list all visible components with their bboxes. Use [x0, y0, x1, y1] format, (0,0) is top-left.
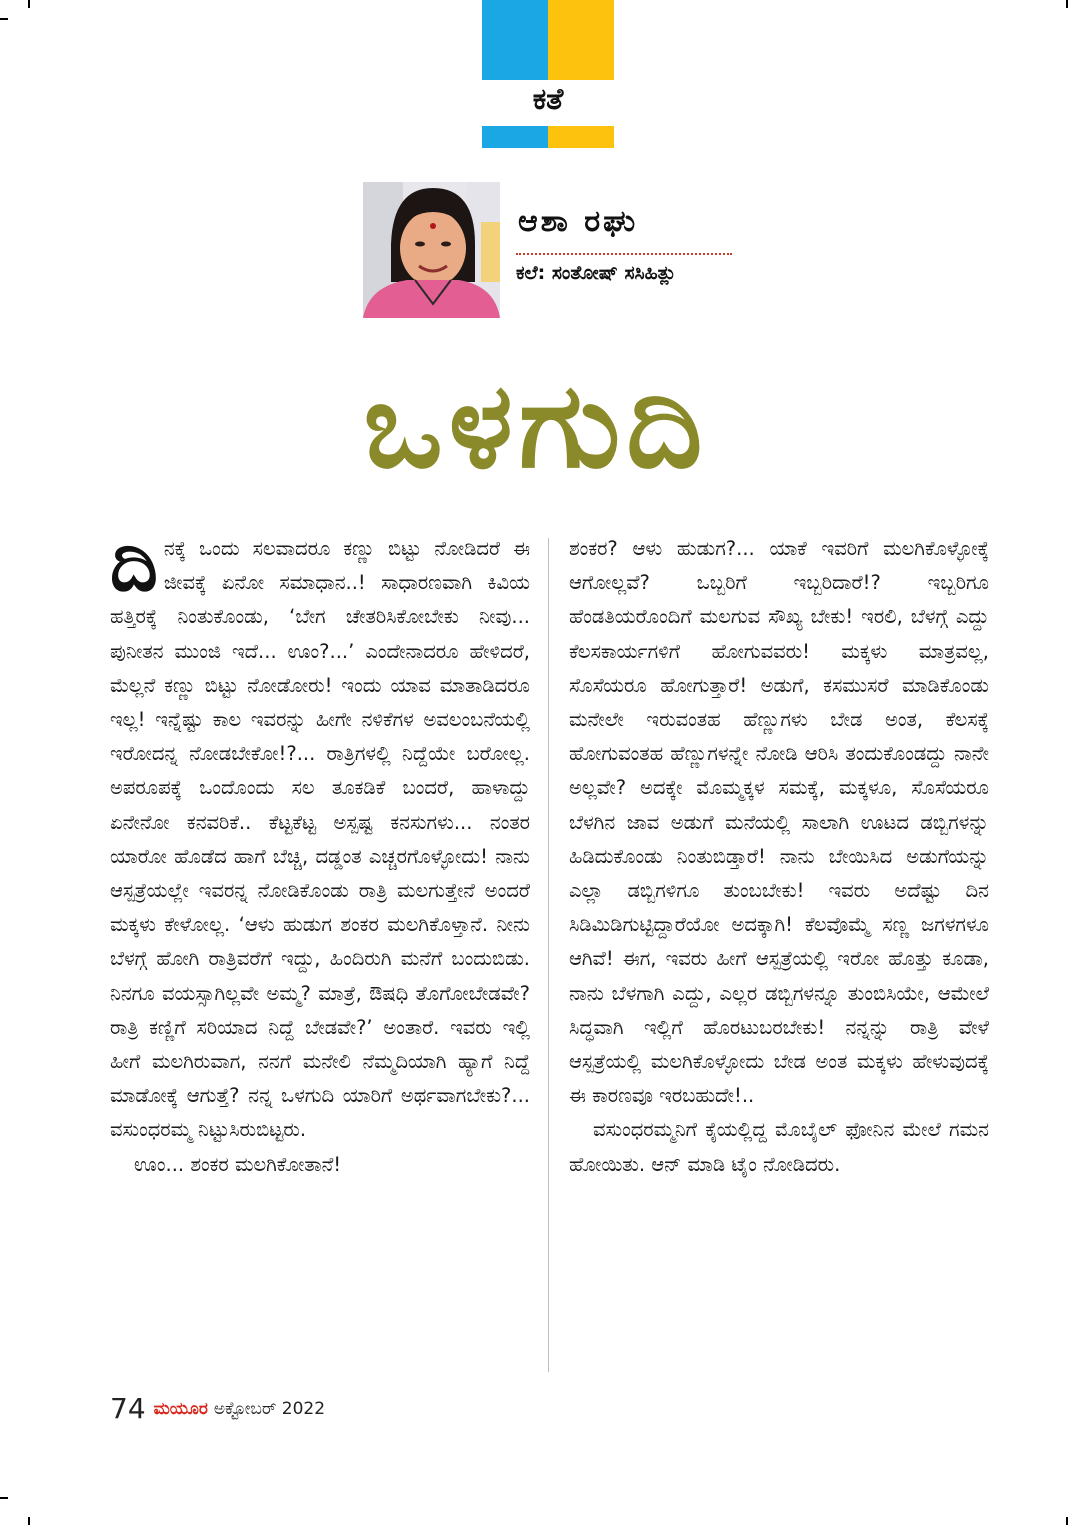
author-name: ಆಶಾ ರಘು — [518, 204, 639, 239]
illustrator-credit: ಕಲೆ: ಸಂತೋಷ್ ಸಸಿಹಿತ್ಲು — [516, 262, 677, 284]
crop-mark-bottom-right — [1066, 1517, 1068, 1525]
issue-date: ಅಕ್ಟೋಬರ್ 2022 — [213, 1398, 326, 1419]
section-tag-yellow-block — [548, 0, 614, 80]
column-divider — [548, 538, 549, 1372]
paragraph-1 — [110, 522, 530, 1148]
crop-mark-top-right — [1066, 0, 1068, 8]
crop-mark-left-upper — [0, 18, 8, 20]
magazine-logo: ಮಯೂರ — [153, 1398, 208, 1419]
section-tag-blue-bar — [482, 126, 548, 148]
author-divider — [516, 253, 732, 255]
section-tag-yellow-bar — [548, 126, 614, 148]
section-tag — [482, 0, 614, 148]
crop-mark-bottom-left — [28, 1517, 30, 1525]
paragraph-2: ಊಂ... ಶಂಕರ ಮಲಗಿಕೋತಾನೆ! — [134, 1152, 342, 1176]
section-label: ಕತೆ — [532, 82, 564, 117]
drop-cap: ದಿ — [110, 522, 158, 608]
author-photo — [363, 182, 500, 318]
story-column-right — [569, 532, 989, 1182]
story-column-left — [110, 522, 530, 1182]
paragraph-3: ಶಂಕರ? ಆಳು ಹುಡುಗ?... ಯಾಕೆ ಇವರಿಗೆ ಮಲಗಿಕೊಳ್ಳೋಕ್ಕೆ ಆಗೋಲ್ಲವೆ? ಒಬ್ಬರಿಗೆ ಇಬ್ಬರಿದಾರೆ!? ಇಬ್ಬರಿಗೂ ಹೆಂಡತಿಯರೊಂದಿಗೆ ಮಲಗುವ ಸೌಖ್ಯ ಬೇಕು! ಇರಲಿ, ಬೆಳಗ್ಗೆ ಎದ್ದು ಕೆಲಸಕಾರ್ಯಗಳಿಗೆ ಹೋಗುವವರು! ಮಕ್ಕಳು ಮಾತ್ರವಲ್ಲ, ಸೊಸೆಯರೂ ಹೋಗುತ್ತಾರೆ! ಅಡುಗೆ, ಕಸಮುಸರೆ ಮಾಡಿಕೊಂಡು ಮನೇಲೇ ಇರುವಂತಹ ಹೆಣ್ಣುಗಳು ಬೇಡ ಅಂತ, ಕೆಲಸಕ್ಕೆ ಹೋಗುವಂತಹ ಹೆಣ್ಣುಗಳನ್ನೇ ನೋಡಿ ಆರಿಸಿ ತಂದುಕೊಂಡದ್ದು ನಾನೇ ಅಲ್ಲವೇ? ಅದಕ್ಕೇ ಮೊಮ್ಮಕ್ಕಳ ಸಮಕ್ಕೆ, ಮಕ್ಕಳೂ, ಸೊಸೆಯರೂ ಬೆಳಗಿನ ಜಾವ ಅಡುಗೆ ಮನೆಯಲ್ಲಿ ಸಾಲಾಗಿ ಊಟದ ಡಬ್ಬಿಗಳನ್ನು ಹಿಡಿದುಕೊಂಡು ನಿಂತುಬಿಡ್ತಾರೆ! ನಾನು ಬೇಯಿಸಿದ ಅಡುಗೆಯನ್ನು ಎಲ್ಲಾ ಡಬ್ಬಿಗಳಿಗೂ ತುಂಬಬೇಕು! ಇವರು ಅದೆಷ್ಟು ದಿನ ಸಿಡಿಮಿಡಿಗುಟ್ಟಿದ್ದಾರೆಯೋ ಅದಕ್ಕಾಗಿ! ಕೆಲವೊಮ್ಮೆ ಸಣ್ಣ ಜಗಳಗಳೂ ಆಗಿವೆ! ಈಗ, ಇವರು ಹೀಗೆ ಆಸ್ಪತ್ರೆಯಲ್ಲಿ ಇರೋ ಹೊತ್ತು ಕೂಡಾ, ನಾನು ಬೆಳಗಾಗಿ ಎದ್ದು, ಎಲ್ಲರ ಡಬ್ಬಿಗಳನ್ನೂ ತುಂಬಿಸಿಯೇ, ಆಮೇಲೆ ಸಿದ್ಧವಾಗಿ ಇಲ್ಲಿಗೆ ಹೊರಟುಬರಬೇಕು! ನನ್ನನ್ನು ರಾತ್ರಿ ವೇಳೆ ಆಸ್ಪತ್ರೆಯಲ್ಲಿ ಮಲಗಿಕೊಳ್ಳೋದು ಬೇಡ ಅಂತ ಮಕ್ಕಳು ಹೇಳುವುದಕ್ಕೆ ಈ ಕಾರಣವೂ ಇರಬಹುದೇ!.. — [569, 537, 989, 1108]
author-portrait-illustration — [363, 182, 500, 318]
page-footer — [110, 1392, 325, 1425]
section-tag-blue-block — [482, 0, 548, 80]
crop-mark-left-lower — [0, 1497, 8, 1499]
crop-mark-top-left — [28, 0, 30, 8]
page-number: 74 — [110, 1392, 146, 1425]
paragraph-4: ವಸುಂಧರಮ್ಮನಿಗೆ ಕೈಯಲ್ಲಿದ್ದ ಮೊಬೈಲ್ ಫೋನಿನ ಮೇಲೆ ಗಮನ ಹೋಯಿತು. ಆನ್ ಮಾಡಿ ಟೈಂ ನೋಡಿದರು. — [569, 1118, 989, 1176]
story-title: ಒಳಗುದಿ — [363, 356, 709, 494]
paragraph-1-text: ನಕ್ಕೆ ಒಂದು ಸಲವಾದರೂ ಕಣ್ಣು ಬಿಟ್ಟು ನೋಡಿದರೆ ಈ ಜೀವಕ್ಕೆ ಏನೋ ಸಮಾಧಾನ..! ಸಾಧಾರಣವಾಗಿ ಕಿವಿಯ ಹತ್ತಿರಕ್ಕೆ ನಿಂತುಕೊಂಡು, ‘ಬೇಗ ಚೇತರಿಸಿಕೋಬೇಕು ನೀವು... ಪುನೀತನ ಮುಂಜಿ ಇದೆ... ಊಂ?...’ ಎಂದೇನಾದರೂ ಹೇಳಿದರೆ, ಮೆಲ್ಲನೆ ಕಣ್ಣು ಬಿಟ್ಟು ನೋಡೋರು! ಇಂದು ಯಾವ ಮಾತಾಡಿದರೂ ಇಲ್ಲ! ಇನ್ನೆಷ್ಟು ಕಾಲ ಇವರನ್ನು ಹೀಗೇ ನಳಿಕೆಗಳ ಅವಲಂಬನೆಯಲ್ಲಿ ಇರೋದನ್ನ ನೋಡಬೇಕೋ!?... ರಾತ್ರಿಗಳಲ್ಲಿ ನಿದ್ದೆಯೇ ಬರೋಲ್ಲ. ಅಪರೂಪಕ್ಕೆ ಒಂದೊಂದು ಸಲ ತೂಕಡಿಕೆ ಬಂದರೆ, ಹಾಳಾದ್ದು ಏನೇನೋ ಕನವರಿಕೆ.. ಕೆಟ್ಟಕೆಟ್ಟ ಅಸ್ಪಷ್ಟ ಕನಸುಗಳು... ನಂತರ ಯಾರೋ ಹೊಡೆದ ಹಾಗೆ ಬೆಚ್ಚಿ, ದಡ್ಡಂತ ಎಚ್ಚರಗೊಳ್ಳೋದು! ನಾನು ಆಸ್ಪತ್ರೆಯಲ್ಲೇ ಇವರನ್ನ ನೋಡಿಕೊಂಡು ರಾತ್ರಿ ಮಲಗುತ್ತೇನೆ ಅಂದರೆ ಮಕ್ಕಳು ಕೇಳೋಲ್ಲ. ‘ಆಳು ಹುಡುಗ ಶಂಕರ ಮಲಗಿಕೊಳ್ತಾನೆ. ನೀನು ಬೆಳಗ್ಗೆ ಹೋಗಿ ರಾತ್ರಿವರೆಗೆ ಇದ್ದು, ಹಿಂದಿರುಗಿ ಮನೆಗೆ ಬಂದುಬಿಡು. ನಿನಗೂ ವಯಸ್ಸಾಗಿಲ್ಲವೇ ಅಮ್ಮ? ಮಾತ್ರೆ, ಔಷಧಿ ತೊಗೋಬೇಡವೇ? ರಾತ್ರಿ ಕಣ್ಣಿಗೆ ಸರಿಯಾದ ನಿದ್ದೆ ಬೇಡವೇ?’ ಅಂತಾರೆ. ಇವರು ಇಲ್ಲಿ ಹೀಗೆ ಮಲಗಿರುವಾಗ, ನನಗೆ ಮನೇಲಿ ನೆಮ್ಮದಿಯಾಗಿ ಹ್ಯಾಗೆ ನಿದ್ದೆ ಮಾಡೋಕ್ಕೆ ಆಗುತ್ತೆ? ನನ್ನ ಒಳಗುದಿ ಯಾರಿಗೆ ಅರ್ಥವಾಗಬೇಕು?... ವಸುಂಧರಮ್ಮ ನಿಟ್ಟುಸಿರುಬಿಟ್ಟರು. — [110, 537, 530, 1142]
